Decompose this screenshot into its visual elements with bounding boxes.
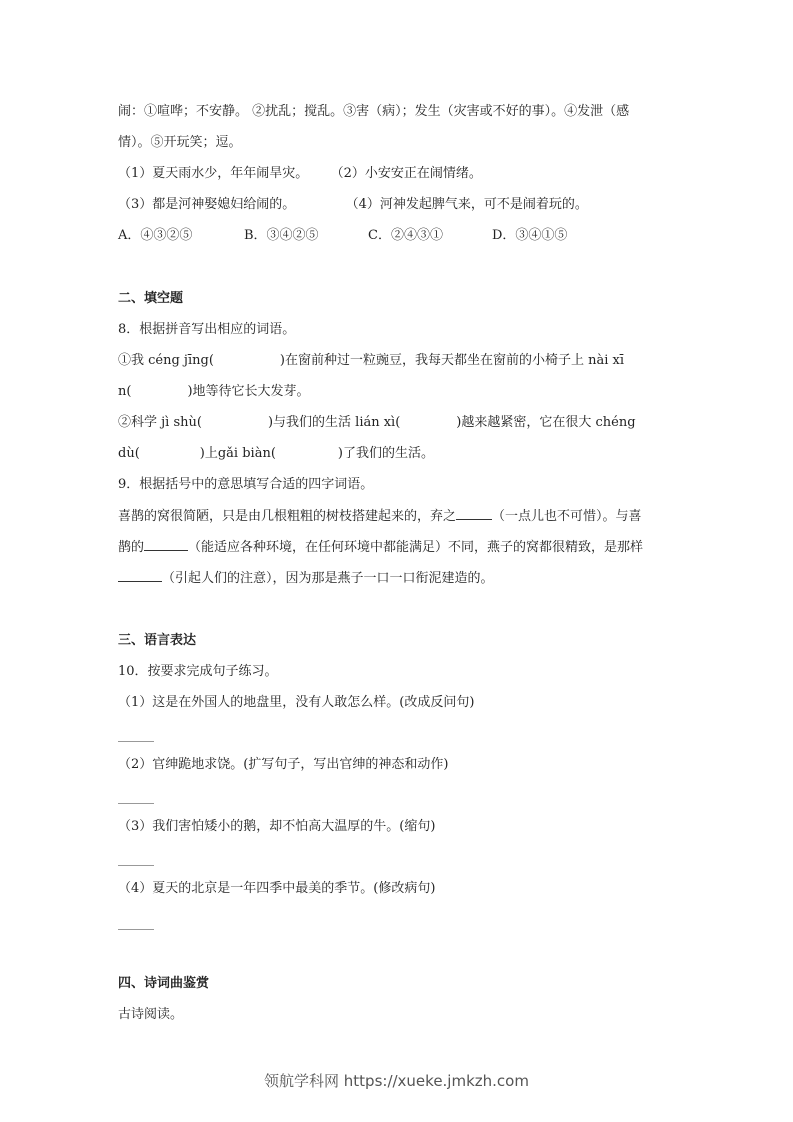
q9-text: 喜鹊的窝很简陋，只是由几根粗粗的树枝搭建起来的，弃之 [118,509,457,524]
q8-text: )了我们的生活。 [337,446,434,461]
q8-line3 [118,414,636,432]
answer-line[interactable] [118,865,154,866]
q8-text: )上gǎi biàn( [199,446,276,461]
q8-text: dù( [118,446,140,461]
answer-blank[interactable] [118,569,162,582]
q9-text: （一点儿也不可惜）。与喜 [492,509,642,524]
q7-definition-line2: 情）。⑤开玩笑；逗。 [118,135,242,150]
q9-prompt: 9．根据括号中的意思填写合适的四字词语。 [118,477,374,492]
section4-intro: 古诗阅读。 [118,1007,184,1022]
q8-text: ②科学 jì shù( [118,415,202,430]
footer-watermark: 领航学科网 https://xueke.jmkzh.com [264,1072,529,1090]
q9-text: 鹊的 [118,540,145,555]
answer-line[interactable] [118,929,154,930]
q10-item-3: （3）我们害怕矮小的鹅，却不怕高大温厚的牛。(缩句) [118,819,436,834]
q10-item-2: （2）官绅跪地求饶。(扩写句子，写出官绅的神态和动作) [118,757,449,772]
option-b[interactable]: B．③④②⑤ [244,228,319,243]
q8-text: n( [118,384,132,399]
q9-text: （引起人们的注意），因为那是燕子一口一口衔泥建造的。 [162,571,494,586]
q9-line3 [118,569,494,588]
q8-text: )在窗前种过一粒豌豆，我每天都坐在窗前的小椅子上 nài xī [279,353,624,368]
q10-item-1: （1）这是在外国人的地盘里，没有人敢怎么样。(改成反问句) [118,695,475,710]
q8-line2 [118,383,310,401]
option-c[interactable]: C．②④③① [368,228,443,243]
q9-line1 [118,507,642,526]
q7-sentence-row1 [118,165,482,183]
section4-title: 四、诗词曲鉴赏 [118,976,210,991]
q10-item-4: （4）夏天的北京是一年四季中最美的季节。(修改病句) [118,881,436,896]
q10-prompt: 10．按要求完成句子练习。 [118,664,278,679]
q7-sentence-2: （2）小安安正在闹情绪。 [330,166,482,181]
q9-text: （能适应各种环境，在任何环境中都能满足）不同，燕子的窝都很精致，是那样 [188,540,644,555]
q7-sentence-4: （4）河神发起脾气来，可不是闹着玩的。 [345,197,588,212]
q8-line1 [118,352,624,370]
q7-definition-line1: 闹：①喧哗；不安静。 ②扰乱；搅乱。③害（病）；发生（灾害或不好的事）。④发泄（感 [118,104,630,119]
option-d[interactable]: D．③④①⑤ [492,228,568,243]
q9-line2 [118,538,643,557]
q8-text: )与我们的生活 lián xì( [267,415,401,430]
section2-title: 二、填空题 [118,291,184,306]
q8-text: )越来越紧密，它在很大 chéng [456,415,636,430]
answer-line[interactable] [118,741,154,742]
q8-prompt: 8．根据拼音写出相应的词语。 [118,322,296,337]
q7-sentence-3: （3）都是河神娶媳妇给闹的。 [118,197,296,212]
section3-title: 三、语言表达 [118,633,197,648]
option-a[interactable]: A．④③②⑤ [118,228,193,243]
q8-line4 [118,445,434,463]
q8-text: )地等待它长大发芽。 [187,384,310,399]
q8-text: ①我 céng jīng( [118,353,214,368]
q7-sentence-1: （1）夏天雨水少，年年闹旱灾。 [118,166,309,181]
answer-blank[interactable] [144,538,188,551]
answer-blank[interactable] [456,507,492,520]
q7-sentence-row2 [118,196,588,214]
answer-line[interactable] [118,803,154,804]
